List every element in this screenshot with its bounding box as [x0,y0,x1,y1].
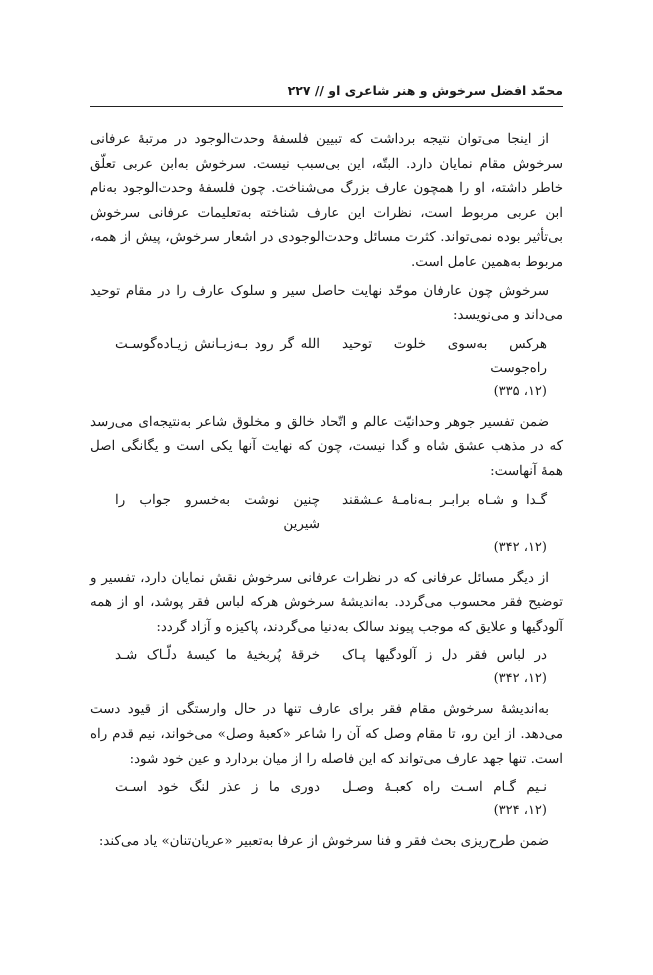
verse-hemistich-first: هرکس به‌سوی خلوت توحید راه‌جوست [342,336,547,376]
verse-hemistich-second: الله گر رود بـه‌زبـانش زیـاده‌گوسـت [115,336,320,352]
verse-citation: (۱۲، ۳۴۲) [493,539,547,555]
paragraph-6: ضمن طرح‌ریزی بحث فقر و فنا سرخوش از عرفا به‌تعبیر «عریان‌تنان» یاد می‌کند: [98,834,549,850]
verse-citation: (۱۲، ۳۳۵) [493,383,547,399]
verse-line [90,489,547,537]
verse-hemistich-first: نـیم گـام اسـت راه کعبـهٔ وصـل [342,780,547,796]
verse-hemistich-second: دوری ما ز عذر لنگ خود اسـت [115,780,320,796]
verse-1 [90,333,563,403]
verse-citation: (۱۲، ۳۲۴) [493,803,547,819]
header-divider [90,106,563,107]
paragraph-3: ضمن تفسیر جوهر وحدانیّت عالم و اتّحاد خالق و مخلوق شاعر به‌نتیجه‌ای می‌رسد که در مذهب عشق شاه و گدا نیست، چون که نهایت آنها یکی است و یگانگی اصل همهٔ آنهاست: [90,414,563,479]
verse-2 [90,489,563,559]
paragraph-5: به‌اندیشهٔ سرخوش مقام فقر برای عارف تنها در حال وارستگی از قیود دست می‌دهد. از این رو، تا مقام وصل که آن را شاعر «کعبهٔ وصل» می‌خواند، نیم قدم راه است. تنها جهد عارف می‌تواند که این فاصله را از میان بردارد و عین خود شود: [90,702,563,767]
verse-hemistich-second: چنین نوشت به‌خسرو جواب را شیرین [115,492,320,532]
verse-hemistich-first: در لباس فقر دل ز آلودگیها پـاک [342,648,547,664]
verse-hemistich-second: خرقهٔ پُربخیهٔ ما کیسهٔ دلّـاک شـد [115,648,320,664]
verse-line [90,644,547,668]
paragraph-1: از اینجا می‌توان نتیجه برداشت که تبیین فلسفهٔ وحدت‌الوجود در مرتبهٔ عرفانی سرخوش مقام نمایان دارد. البتّه، این بی‌سبب نیست. سرخوش به‌ابن عربی تعلّق خاطر داشته، او را همچون عارف بزرگ می‌شناخت. چون فلسفهٔ وحدت‌الوجود به‌نام ابن عربی مربوط است، نظرات این عارف شناخته به‌تعلیمات عرفانی سرخوش بی‌تأثیر بوده نمی‌تواند. کثرت مسائل وحدت‌الوجودی در اشعار سرخوش، پیش از همه، مربوط به‌همین عامل است. [90,132,563,270]
paragraph-4: از دیگر مسائل عرفانی که در نظرات عرفانی سرخوش نقش نمایان دارد، تفسیر و توضیح فقر محسوب می‌گردد. به‌اندیشهٔ سرخوش هرکه لباس فقر پوشد، او از همه آلودگیها و علایق که موجب پیوند سالک به‌دنیا می‌گردند، پاکیزه و آزاد گردد: [90,570,563,635]
verse-3 [90,644,563,690]
running-header: محمّد افضل سرخوش و هنر شاعری او // ۲۲۷ [287,83,563,98]
verse-line [90,776,547,800]
page-body [90,128,563,859]
verse-line [90,333,547,381]
verse-hemistich-first: گـدا و شـاه برابـر بـه‌نامـهٔ عـشقند [342,492,547,508]
verse-4 [90,776,563,822]
verse-citation: (۱۲، ۳۴۲) [493,671,547,687]
paragraph-2: سرخوش چون عارفان موحّد نهایت حاصل سیر و سلوک عارف را در مقام توحید می‌داند و می‌نویسد: [90,283,563,324]
